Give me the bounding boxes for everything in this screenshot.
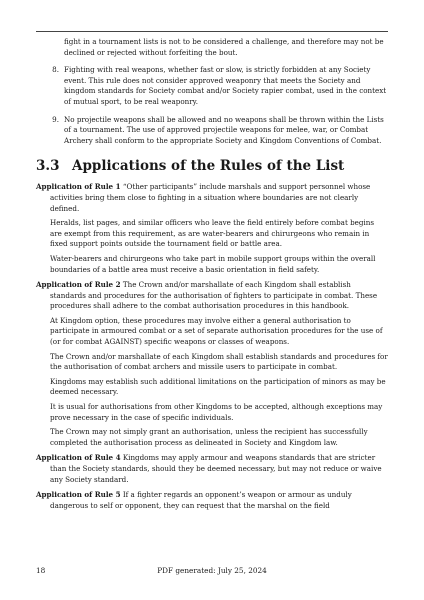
list-item: [36, 65, 388, 107]
application-label: Application of Rule 1: [36, 182, 121, 192]
application-paragraph: Kingdoms may establish such additional limitations on the participation of minors as may be deemed necessary.: [50, 376, 386, 397]
application-paragraph: At Kingdom option, these procedures may involve either a general authorisation to participate in armoured combat or a set of separate authorisation procedures for the use of (or for combat AGAINST) specific weapons or classes of weapons.: [50, 315, 383, 347]
application-label: Application of Rule 2: [36, 280, 121, 290]
application-text: Kingdoms may apply armour and weapons standards that are stricter than the Society standards, should they be deemed necessary, but may not reduce or waive any Society standard.: [50, 453, 382, 484]
application-rule-2: [36, 280, 388, 448]
list-item-number: 8.: [52, 65, 59, 75]
continuation-paragraph: fight in a tournament lists is not to be considered a challenge, and therefore may not be declined or rejected without forfeiting the bout.: [64, 37, 384, 57]
application-paragraph: It is usual for authorisations from other Kingdoms to be accepted, although exceptions may prove necessary in the case of specific individuals.: [50, 402, 383, 422]
application-text: “Other participants” include marshals and support personnel whose activities bring them close to fighting in a situation where boundaries are not clearly defined.: [50, 182, 371, 213]
application-label: Application of Rule 5: [36, 490, 121, 500]
application-rule-5: [36, 490, 388, 511]
list-item-text: Fighting with real weapons, whether fast or slow, is strictly forbidden at any Society event. This rule does not consider approved weaponry that meets the Society and kingdom standards for Society combat and/or Society rapier combat, used in the context of mutual sport, to be real weaponry.: [64, 65, 387, 106]
list-item-text: No projectile weapons shall be allowed and no weapons shall be thrown within the Lists of a tournament. The use of approved projectile weapons for melee, war, or Combat Archery shall conform to the appropriate Society and Kingdom Conventions of Combat.: [64, 114, 384, 145]
section-heading: [36, 158, 388, 174]
application-rule-1: [36, 182, 388, 275]
application-text: If a fighter regards an opponent’s weapon or armour as unduly dangerous to self or opponent, they can request that the marshal on the field: [50, 490, 352, 510]
page-body: [36, 37, 388, 516]
application-paragraph: The Crown may not simply grant an authorisation, unless the recipient has successfully completed the authorisation process as delineated in Society and Kingdom law.: [50, 427, 368, 447]
generated-date: PDF generated: July 25, 2024: [157, 566, 267, 575]
page-number: 18: [36, 566, 46, 575]
section-title: Applications of the Rules of the List: [72, 158, 345, 175]
application-rule-4: [36, 453, 388, 485]
header-rule: [36, 31, 388, 32]
list-item-number: 9.: [52, 114, 59, 124]
numbered-list: [36, 65, 388, 146]
application-label: Application of Rule 4: [36, 453, 121, 463]
section-number: 3.3: [36, 158, 60, 175]
application-text: The Crown and/or marshallate of each Kingdom shall establish standards and procedures for the authorisation of fighters to participate in combat. These procedures shall adhere to the combat authorisation procedures in this handbook.: [50, 280, 378, 311]
application-paragraph: The Crown and/or marshallate of each Kingdom shall establish standards and procedures for the authorisation of combat archers and missile users to participate in combat.: [50, 351, 388, 372]
application-paragraph: Water-bearers and chirurgeons who take part in mobile support groups within the overall boundaries of a battle area must receive a basic orientation in field safety.: [50, 253, 376, 274]
application-paragraph: Heralds, list pages, and similar officers who leave the field entirely before combat begins are exempt from this requirement, as are water-bearers and chirurgeons who remain in fixed support points outside the tournament field or battle area.: [50, 218, 374, 249]
list-item: [36, 115, 388, 147]
